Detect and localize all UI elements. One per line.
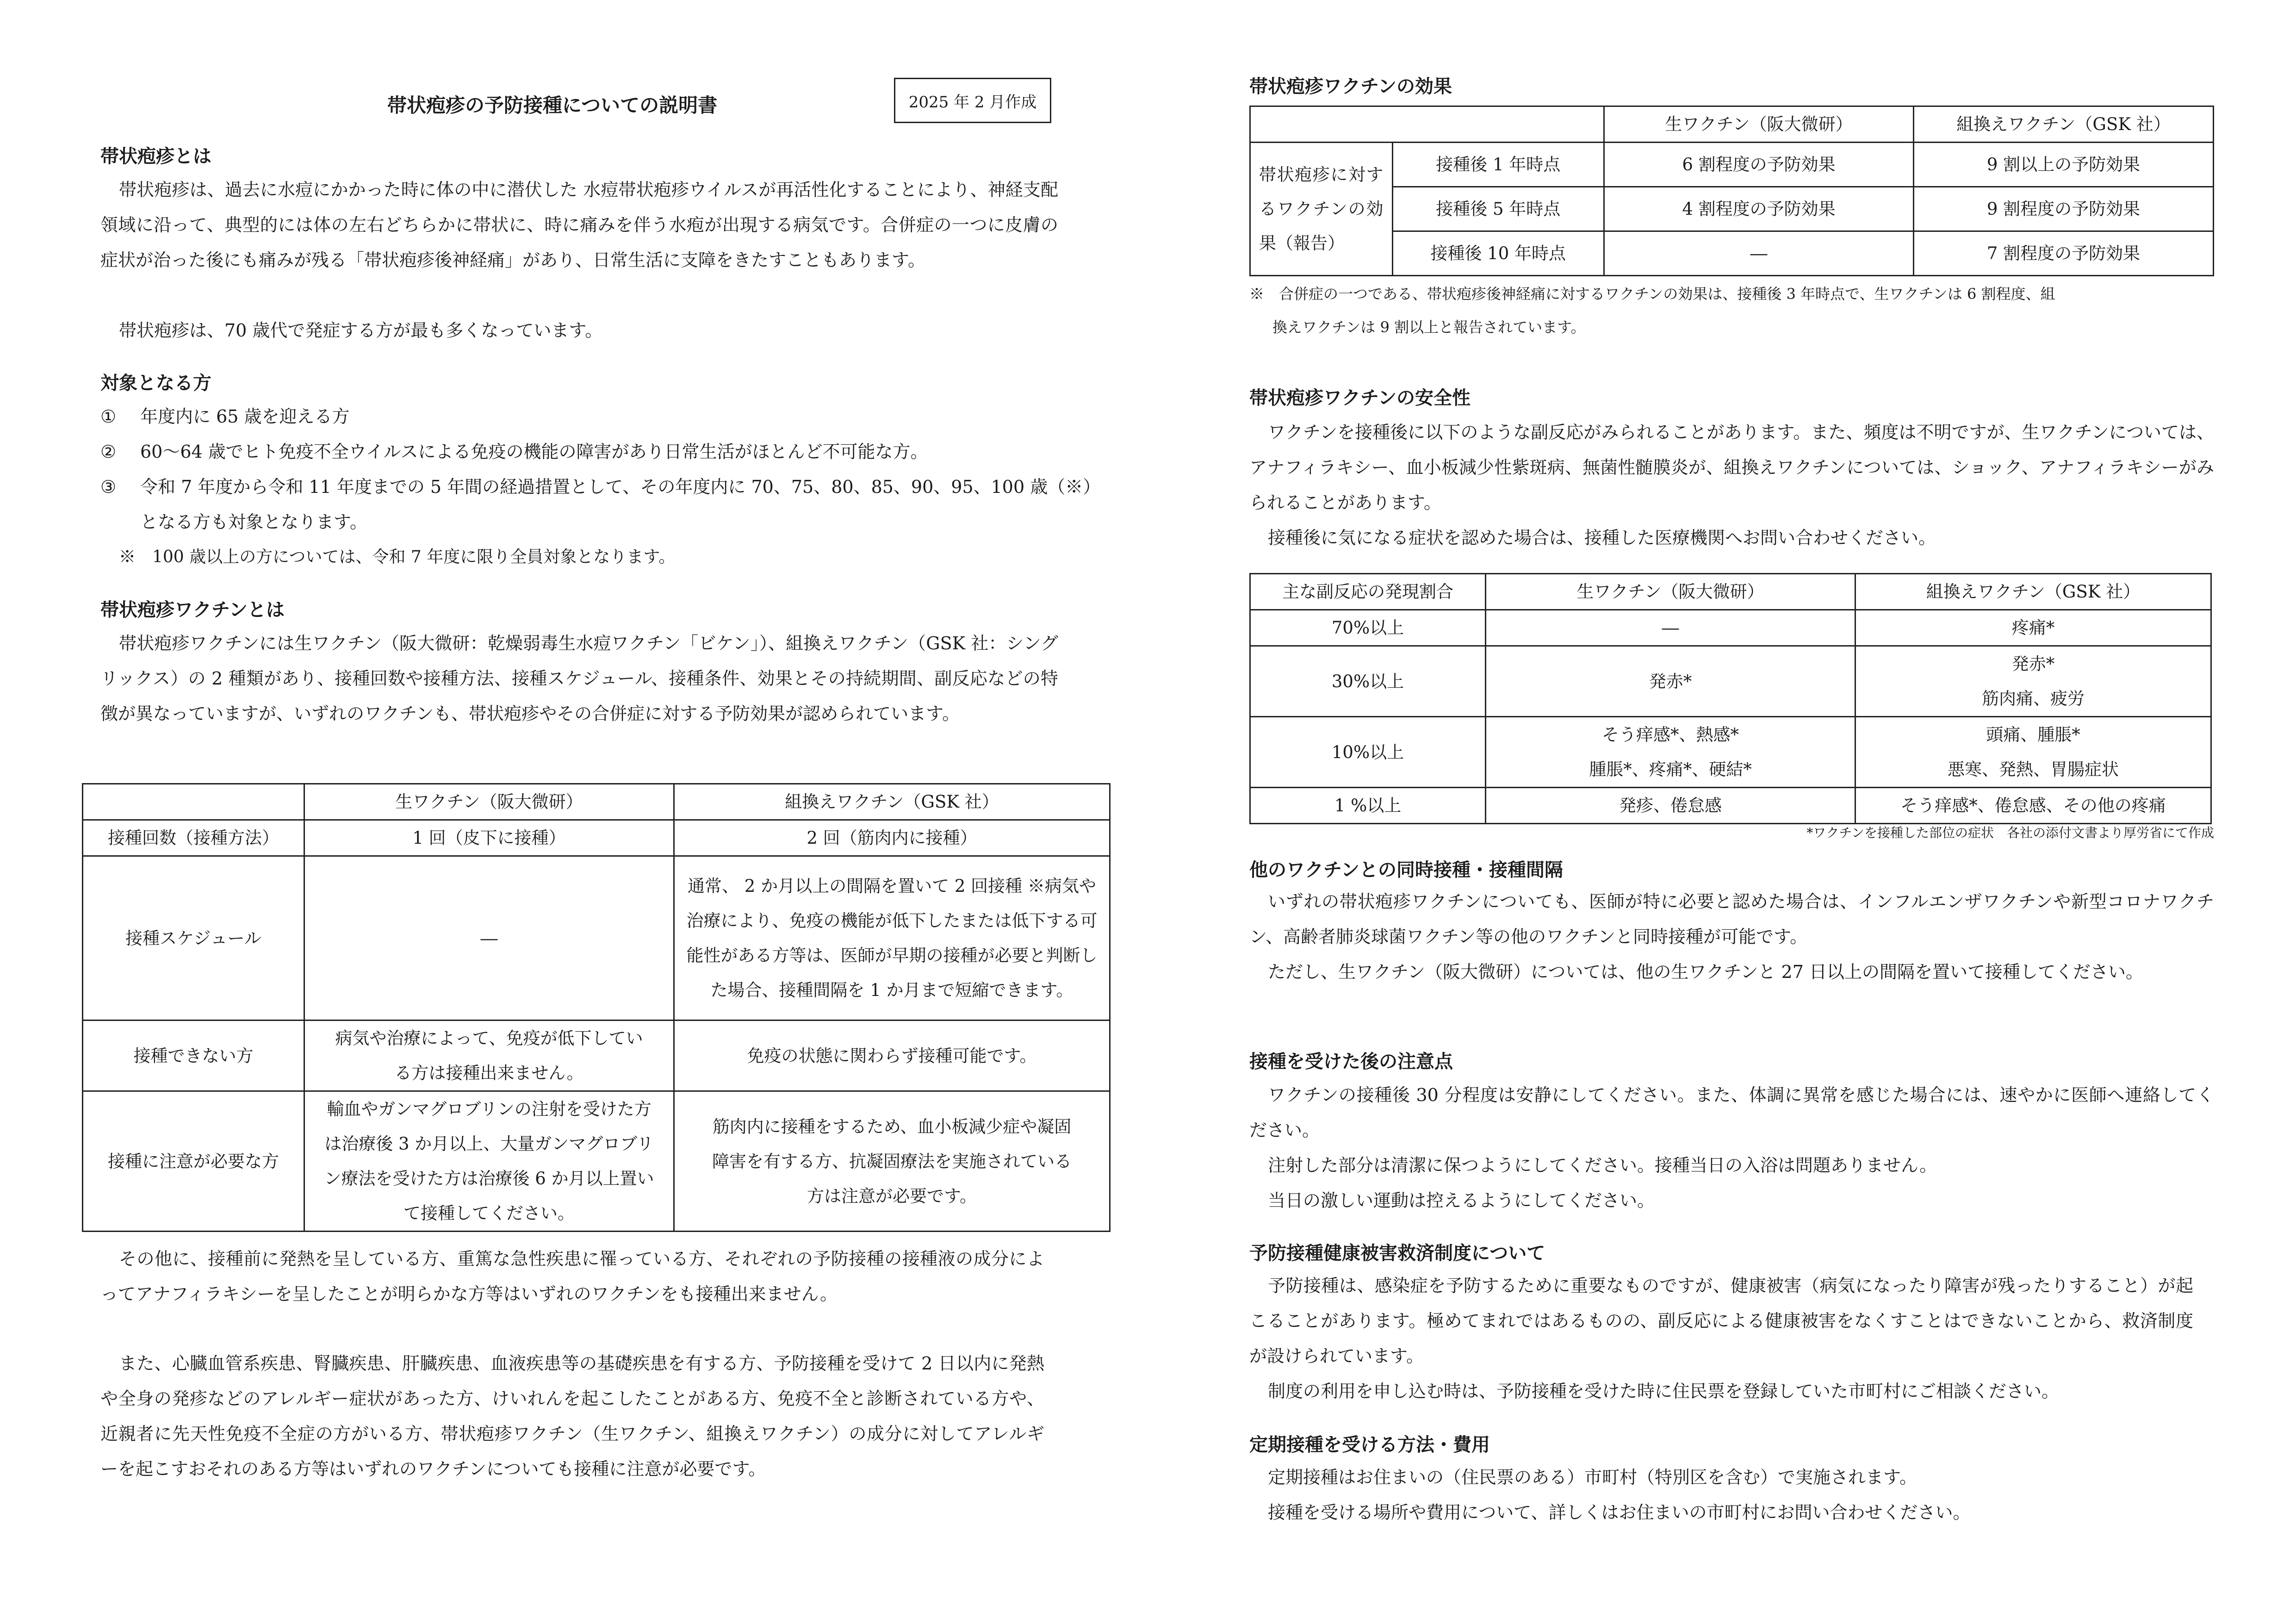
paragraph-relief-apply: 制度の利用を申し込む時は、予防接種を受けた時に住民票を登録していた市町村にご相談ください。 xyxy=(1268,1381,2060,1401)
paragraph-vaccine-about: 帯状疱疹ワクチンには生ワクチン（阪大微研：乾燥弱毒生水痘ワクチン「ビケン」）、組換えワクチン（GSK 社：シングリックス）の 2 種類があり、接種回数や接種方法、接種スケジュール、接種条件、効果とその持続期間、副反応などの特徴が異なっていますが、いずれのワクチンも、帯状疱疹やその合併症に対する予防効果が認められています。 xyxy=(100,633,1058,724)
heading-simultaneous: 他のワクチンとの同時接種・接種間隔 xyxy=(1249,859,1563,881)
effect-time: 接種後 5 年時点 xyxy=(1392,187,1604,231)
paragraph-after-rest: ワクチンの接種後 30 分程度は安静にしてください。また、体調に異常を感じた場合には、速やかに医師へ連絡してください。 xyxy=(1249,1085,2214,1140)
paragraph-after-clean: 注射した部分は清潔に保つようにしてください。接種当日の入浴は問題ありません。 xyxy=(1268,1155,1937,1176)
effect-note-line2: 換えワクチンは 9 割以上と報告されています。 xyxy=(1272,318,1586,336)
reaction-line: そう痒感*、倦怠感、その他の疼痛 xyxy=(1900,796,2166,815)
effect-header-recomb: 組換えワクチン（GSK 社） xyxy=(1914,106,2214,143)
reaction-line: そう痒感*、熱感* xyxy=(1602,725,1739,745)
comparison-recomb: 2 回（筋肉内に接種） xyxy=(674,820,1110,856)
reaction-line: 悪寒、発熱、胃腸症状 xyxy=(1948,759,2119,779)
page-title: 帯状疱疹の予防接種についての説明書 xyxy=(387,94,718,117)
eligible-item-1 xyxy=(100,399,1072,434)
paragraph-cautions: また、心臓血管系疾患、腎臓疾患、肝臓疾患、血液疾患等の基礎疾患を有する方、予防接種を受けて 2 日以内に発熱や全身の発疹などのアレルギー症状があった方、けいれんを起こしたことがある方、免疫不全と診断されている方や、近親者に先天性免疫不全症の方がいる方、帯状疱疹ワクチン（生ワクチン、組換えワクチン）の成分に対してアレルギーを起こすおそれのある方等はいずれのワクチンについても接種に注意が必要です。 xyxy=(100,1353,1044,1479)
comparison-table xyxy=(82,783,1111,1232)
reaction-line: 発赤* xyxy=(1649,671,1692,691)
comparison-label: 接種に注意が必要な方 xyxy=(83,1091,304,1232)
reactions-recomb xyxy=(1855,610,2211,646)
effect-note-line1: ※ 合併症の一つである、帯状疱疹後神経痛に対するワクチンの効果は、接種後 3 年時点で、生ワクチンは 6 割程度、組 xyxy=(1249,285,2055,303)
reaction-line: 発疹、倦怠感 xyxy=(1619,796,1722,815)
comparison-live: ― xyxy=(304,856,674,1020)
table-row xyxy=(1250,231,2214,276)
table-row xyxy=(83,1020,1110,1091)
comparison-live: 1 回（皮下に接種） xyxy=(304,820,674,856)
eligible-item-number: ① xyxy=(100,406,117,427)
paragraph-shingles-definition: 帯状疱疹は、過去に水痘にかかった時に体の中に潜伏した 水痘帯状疱疹ウイルスが再活性化することにより、神経支配領域に沿って、典型的には体の左右どちらかに帯状に、時に痛みを伴う水疱が出現する病気です。合併症の一つに皮膚の症状が治った後にも痛みが残る「帯状疱疹後神経痛」があり、日常生活に支障をきたすこともあります。 xyxy=(100,180,1058,270)
date-box: 2025 年 2 月作成 xyxy=(894,78,1051,123)
effect-table xyxy=(1249,106,2214,276)
heading-cost: 定期接種を受ける方法・費用 xyxy=(1249,1434,1490,1456)
reactions-header-live: 生ワクチン（阪大微研） xyxy=(1486,574,1855,610)
reactions-source: *ワクチンを接種した部位の症状 各社の添付文書より厚労省にて作成 xyxy=(1806,825,2214,840)
table-row xyxy=(83,820,1110,856)
effect-side-label: 帯状疱疹に対するワクチンの効果（報告） xyxy=(1250,143,1393,276)
heading-safety: 帯状疱疹ワクチンの安全性 xyxy=(1249,387,1471,409)
effect-live: 4 割程度の予防効果 xyxy=(1604,187,1914,231)
reactions-live xyxy=(1486,646,1855,717)
effect-recomb: 9 割以上の予防効果 xyxy=(1914,143,2214,187)
paragraph-interval: ただし、生ワクチン（阪大微研）については、他の生ワクチンと 27 日以上の間隔を置いて接種してください。 xyxy=(1268,962,2143,982)
paragraph-safety-contact: 接種後に気になる症状を認めた場合は、接種した医療機関へお問い合わせください。 xyxy=(1268,528,1936,548)
reactions-rate: 10%以上 xyxy=(1250,717,1486,788)
heading-what-is-shingles: 帯状疱疹とは xyxy=(100,146,211,167)
effect-header-blank xyxy=(1392,106,1604,143)
reactions-header-rate: 主な副反応の発現割合 xyxy=(1250,574,1486,610)
comparison-live: 病気や治療によって、免疫が低下している方は接種出来ません。 xyxy=(304,1020,674,1091)
eligible-item-text: 年度内に 65 歳を迎える方 xyxy=(140,406,350,427)
effect-header-blank xyxy=(1250,106,1393,143)
effect-time: 接種後 10 年時点 xyxy=(1392,231,1604,276)
comparison-recomb: 通常、 2 か月以上の間隔を置いて 2 回接種 ※病気や治療により、免疫の機能が低下したまたは低下する可能性がある方等は、医師が早期の接種が必要と判断した場合、接種間隔を 1 か月まで短縮できます。 xyxy=(674,856,1110,1020)
table-row xyxy=(1250,788,2211,824)
eligible-item-3 xyxy=(100,469,1093,540)
comparison-recomb: 免疫の状態に関わらず接種可能です。 xyxy=(674,1020,1110,1091)
comparison-label: 接種スケジュール xyxy=(83,856,304,1020)
effect-live: 6 割程度の予防効果 xyxy=(1604,143,1914,187)
table-row xyxy=(1250,646,2211,717)
paragraph-cost-where: 定期接種はお住まいの（住民票のある）市町村（特別区を含む）で実施されます。 xyxy=(1268,1467,1917,1487)
table-row xyxy=(1250,143,2214,187)
effect-recomb: 9 割程度の予防効果 xyxy=(1914,187,2214,231)
eligible-item-2 xyxy=(100,434,1072,469)
heading-effect: 帯状疱疹ワクチンの効果 xyxy=(1249,76,1452,97)
eligible-item-number: ② xyxy=(100,442,117,462)
table-row xyxy=(1250,610,2211,646)
table-row xyxy=(83,784,1110,820)
eligible-note: ※ 100 歳以上の方については、令和 7 年度に限り全員対象となります。 xyxy=(119,548,676,566)
heading-eligible: 対象となる方 xyxy=(100,373,211,394)
reaction-line: 発赤* xyxy=(2011,654,2055,674)
paragraph-shingles-age: 帯状疱疹は、70 歳代で発症する方が最も多くなっています。 xyxy=(119,320,603,341)
comparison-recomb: 筋肉内に接種をするため、血小板減少症や凝固障害を有する方、抗凝固療法を実施されている方は注意が必要です。 xyxy=(674,1091,1110,1232)
eligible-item-number: ③ xyxy=(100,477,117,497)
reactions-live xyxy=(1486,717,1855,788)
reaction-line: 頭痛、腫脹* xyxy=(1986,725,2080,745)
reactions-rate: 30%以上 xyxy=(1250,646,1486,717)
effect-live: ― xyxy=(1604,231,1914,276)
reaction-line: 疼痛* xyxy=(2011,618,2055,638)
effect-recomb: 7 割程度の予防効果 xyxy=(1914,231,2214,276)
table-row xyxy=(83,1091,1110,1232)
reactions-rate: 1 %以上 xyxy=(1250,788,1486,824)
comparison-live: 輸血やガンマグロブリンの注射を受けた方は治療後 3 か月以上、大量ガンマグロブリン療法を受けた方は治療後 6 か月以上置いて接種してください。 xyxy=(304,1091,674,1232)
heading-relief: 予防接種健康被害救済制度について xyxy=(1249,1243,1545,1264)
eligible-item-text: 令和 7 年度から令和 11 年度までの 5 年間の経過措置として、その年度内に 70、75、80、85、90、95、100 歳（※）となる方も対象となります。 xyxy=(140,477,1092,532)
paragraph-simultaneous: いずれの帯状疱疹ワクチンについても、医師が特に必要と認めた場合は、インフルエンザワクチンや新型コロナワクチン、高齢者肺炎球菌ワクチン等の他のワクチンと同時接種が可能です。 xyxy=(1249,891,2214,947)
reaction-line: 筋肉痛、疲労 xyxy=(1982,689,2085,709)
eligible-item-text: 60～64 歳でヒト免疫不全ウイルスによる免疫の機能の障害があり日常生活がほとんど不可能な方。 xyxy=(140,442,928,462)
reactions-table xyxy=(1249,573,2212,824)
reaction-line: ― xyxy=(1662,618,1679,638)
reactions-live xyxy=(1486,610,1855,646)
reactions-recomb xyxy=(1855,788,2211,824)
reactions-recomb xyxy=(1855,646,2211,717)
reactions-recomb xyxy=(1855,717,2211,788)
heading-vaccine-about: 帯状疱疹ワクチンとは xyxy=(100,599,285,621)
reactions-rate: 70%以上 xyxy=(1250,610,1486,646)
paragraph-contraindications: その他に、接種前に発熱を呈している方、重篤な急性疾患に罹っている方、それぞれの予防接種の接種液の成分によってアナフィラキシーを呈したことが明らかな方等はいずれのワクチンをも接種出来ません。 xyxy=(100,1249,1044,1304)
paragraph-safety: ワクチンを接種後に以下のような副反応がみられることがあります。また、頻度は不明ですが、生ワクチンについては、アナフィラキシー、血小板減少性紫斑病、無菌性髄膜炎が、組換えワクチンについては、ショック、アナフィラキシーがみられることがあります。 xyxy=(1249,422,2214,513)
paragraph-cost-contact: 接種を受ける場所や費用について、詳しくはお住まいの市町村にお問い合わせください。 xyxy=(1268,1502,1971,1523)
table-row xyxy=(1250,106,2214,143)
reaction-line: 腫脹*、疼痛*、硬結* xyxy=(1589,759,1752,779)
table-row xyxy=(1250,187,2214,231)
table-row xyxy=(1250,574,2211,610)
table-row xyxy=(83,856,1110,1020)
comparison-label: 接種回数（接種方法） xyxy=(83,820,304,856)
paragraph-after-exercise: 当日の激しい運動は控えるようにしてください。 xyxy=(1268,1190,1655,1211)
comparison-header-live: 生ワクチン（阪大微研） xyxy=(304,784,674,820)
reactions-live xyxy=(1486,788,1855,824)
reactions-header-recomb: 組換えワクチン（GSK 社） xyxy=(1855,574,2211,610)
effect-time: 接種後 1 年時点 xyxy=(1392,143,1604,187)
comparison-header-empty xyxy=(83,784,304,820)
effect-header-live: 生ワクチン（阪大微研） xyxy=(1604,106,1914,143)
table-row xyxy=(1250,717,2211,788)
comparison-label: 接種できない方 xyxy=(83,1020,304,1091)
comparison-header-recomb: 組換えワクチン（GSK 社） xyxy=(674,784,1110,820)
heading-after-care: 接種を受けた後の注意点 xyxy=(1249,1051,1453,1072)
paragraph-relief: 予防接種は、感染症を予防するために重要なものですが、健康被害（病気になったり障害が残ったりすること）が起こることがあります。極めてまれではあるものの、副反応による健康被害をなくすことはできないことから、救済制度が設けられています。 xyxy=(1249,1276,2193,1366)
